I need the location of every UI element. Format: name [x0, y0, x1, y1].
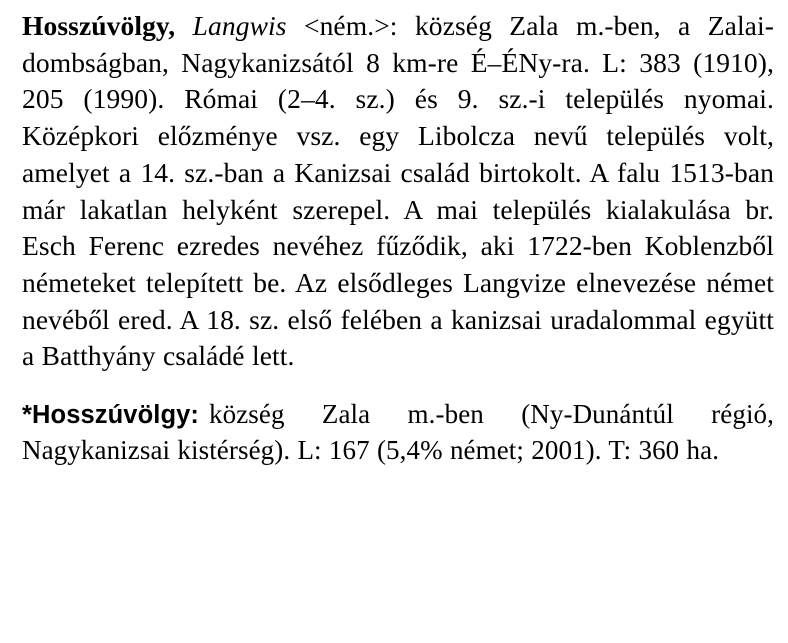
alt-name-spacer — [287, 10, 304, 41]
entry-headword: *Hosszúvölgy: — [22, 401, 199, 430]
entry-body-text: község Zala m.-ben, a Zalai-dombságban, Nagykanizsától 8 km-re É–ÉNy-ra. L: 383 (1910), 205 (1990). Római (2–4. sz.) és 9. sz.-i település nyomai. Középkori előzménye vsz. egy Libolcza nevű település volt, amelyet a 14. sz.-ban a Kanizsai család birtokolt. A falu 1513-ban már lakatlan helyként szerepel. A mai település kialakulása br. Esch Ferenc ezredes nevéhez fűződik, aki 1722-ben Koblenzből németeket telepített be. Az elsődleges Langvize elnevezése német nevéből ered. A 18. sz. első felében a kanizsai uradalommal együtt a Batthyány családé lett. — [22, 10, 774, 372]
entry-headword: Hosszúvölgy, — [22, 10, 176, 41]
entry-alt-name: Langwis — [192, 10, 287, 41]
entry-body-text: község Zala m.-ben (Ny-Dunántúl régió, Nagykanizsai kistérség). L: 167 (5,4% német; 2001). T: 360 ha. — [22, 399, 774, 465]
dictionary-entry — [22, 8, 774, 375]
entry-language-tag: <ném.>: — [303, 10, 398, 41]
dictionary-entry — [22, 397, 774, 468]
headword-spacer — [175, 10, 192, 41]
